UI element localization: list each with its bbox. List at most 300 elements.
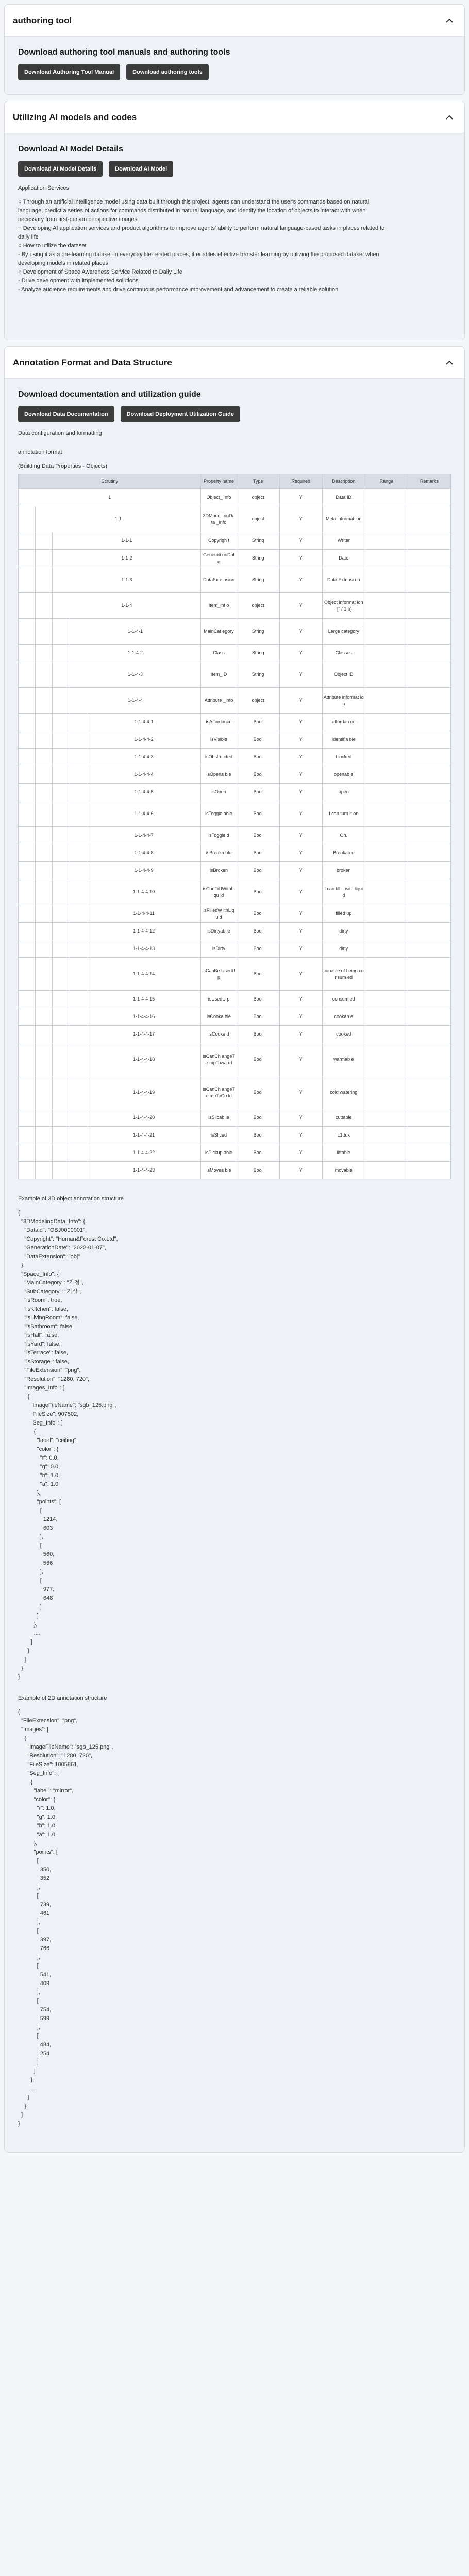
table-row — [19, 645, 451, 662]
indent-cell — [36, 827, 53, 844]
cell-type: object — [237, 688, 279, 714]
indent-cell — [70, 784, 87, 801]
cell-required: Y — [279, 714, 322, 731]
indent-cell — [36, 923, 53, 940]
table-body — [19, 489, 451, 1179]
cell-type: Bool — [237, 827, 279, 844]
cell-remarks — [408, 958, 450, 991]
cell-property-name: Object_i nfo — [201, 489, 237, 506]
table-row — [19, 844, 451, 862]
indent-cell — [53, 731, 70, 749]
cell-property-name: isUsedU p — [201, 991, 237, 1008]
cell-range — [365, 489, 408, 506]
cell-description: blocked — [322, 749, 365, 766]
indent-cell — [36, 844, 53, 862]
cell-type: Bool — [237, 862, 279, 879]
section-title: authoring tool — [13, 15, 72, 25]
indent-cell — [70, 923, 87, 940]
cell-scrutiny: 1-1-4-4-3 — [87, 749, 201, 766]
indent-cell — [36, 714, 53, 731]
table-row — [19, 688, 451, 714]
cell-range — [365, 1127, 408, 1144]
cell-property-name: isSliced — [201, 1127, 237, 1144]
cell-remarks — [408, 714, 450, 731]
table-row — [19, 489, 451, 506]
cell-description: capable of being consum ed — [322, 958, 365, 991]
cell-property-name: isPickup able — [201, 1144, 237, 1162]
table-row — [19, 532, 451, 550]
table-row — [19, 1026, 451, 1043]
cell-required: Y — [279, 506, 322, 532]
cell-scrutiny: 1-1-4-1 — [70, 619, 201, 645]
cell-scrutiny: 1-1-4-4-19 — [87, 1076, 201, 1109]
cell-description: Object ID — [322, 662, 365, 688]
indent-cell — [70, 1076, 87, 1109]
download-docs-button[interactable]: Download Data Documentation — [18, 406, 114, 422]
header-description: Description — [322, 474, 365, 489]
indent-cell — [70, 1109, 87, 1127]
cell-property-name: isObstru cted — [201, 749, 237, 766]
cell-description: liftable — [322, 1144, 365, 1162]
cell-type: Bool — [237, 766, 279, 784]
indent-cell — [53, 1076, 70, 1109]
cell-type: Bool — [237, 714, 279, 731]
cell-scrutiny: 1-1-4-4-2 — [87, 731, 201, 749]
header-range: Range — [365, 474, 408, 489]
properties-table — [18, 474, 451, 1179]
indent-cell — [53, 784, 70, 801]
cell-scrutiny: 1 — [19, 489, 201, 506]
indent-cell — [36, 550, 53, 567]
cell-required: Y — [279, 662, 322, 688]
cell-description: broken — [322, 862, 365, 879]
cell-description: Large category — [322, 619, 365, 645]
cell-remarks — [408, 827, 450, 844]
indent-cell — [36, 567, 53, 593]
cell-property-name: isCooka ble — [201, 1008, 237, 1026]
cell-property-name: isDirtyab le — [201, 923, 237, 940]
cell-type: Bool — [237, 1144, 279, 1162]
cell-description: Writer — [322, 532, 365, 550]
cell-required: Y — [279, 1162, 322, 1179]
cell-scrutiny: 1-1-4-4-1 — [87, 714, 201, 731]
cell-range — [365, 1076, 408, 1109]
cell-description: affordan ce — [322, 714, 365, 731]
cell-remarks — [408, 784, 450, 801]
cell-description: Date — [322, 550, 365, 567]
header-required: Required — [279, 474, 322, 489]
cell-remarks — [408, 801, 450, 827]
annotation-heading: Download documentation and utilization guide — [18, 390, 201, 399]
table-row — [19, 506, 451, 532]
indent-cell — [53, 958, 70, 991]
indent-cell — [19, 662, 36, 688]
cell-range — [365, 862, 408, 879]
cell-property-name: Item_ID — [201, 662, 237, 688]
indent-cell — [36, 662, 53, 688]
cell-description: cookab e — [322, 1008, 365, 1026]
cell-remarks — [408, 1076, 450, 1109]
application-services-label: Application Services — [18, 185, 70, 191]
cell-scrutiny: 1-1-4-4-16 — [87, 1008, 201, 1026]
cell-range — [365, 567, 408, 593]
indent-cell — [36, 1008, 53, 1026]
cell-required: Y — [279, 784, 322, 801]
cell-range — [365, 923, 408, 940]
cell-remarks — [408, 749, 450, 766]
indent-cell — [70, 1144, 87, 1162]
indent-cell — [70, 827, 87, 844]
cell-property-name: Generati onDate — [201, 550, 237, 567]
cell-required: Y — [279, 923, 322, 940]
indent-cell — [19, 801, 36, 827]
cell-range — [365, 506, 408, 532]
cell-description: L1ttuk — [322, 1127, 365, 1144]
indent-cell — [36, 1127, 53, 1144]
indent-cell — [36, 784, 53, 801]
annotation-section — [4, 346, 465, 2153]
cell-type: Bool — [237, 1127, 279, 1144]
example-3d-label: Example of 3D object annotation structure — [18, 1196, 124, 1202]
indent-cell — [19, 1043, 36, 1076]
cell-remarks — [408, 1043, 450, 1076]
cell-required: Y — [279, 749, 322, 766]
cell-remarks — [408, 1026, 450, 1043]
ai-models-header[interactable] — [5, 101, 464, 133]
cell-required: Y — [279, 844, 322, 862]
cell-range — [365, 940, 408, 958]
cell-description: Meta informat ion — [322, 506, 365, 532]
indent-cell — [36, 645, 53, 662]
example-2d — [18, 1694, 453, 2128]
indent-cell — [36, 532, 53, 550]
cell-type: object — [237, 489, 279, 506]
cell-type: Bool — [237, 1109, 279, 1127]
indent-cell — [36, 1026, 53, 1043]
indent-cell — [36, 862, 53, 879]
cell-type: String — [237, 662, 279, 688]
cell-required: Y — [279, 958, 322, 991]
table-row — [19, 958, 451, 991]
cell-description: cuttable — [322, 1109, 365, 1127]
cell-required: Y — [279, 1043, 322, 1076]
ai-line: ○ Development of Space Awareness Service Related to Daily Life — [18, 269, 182, 275]
table-row — [19, 662, 451, 688]
cell-required: Y — [279, 879, 322, 905]
cell-remarks — [408, 905, 450, 923]
cell-description: Breakab e — [322, 844, 365, 862]
cell-required: Y — [279, 827, 322, 844]
cell-type: String — [237, 532, 279, 550]
cell-range — [365, 550, 408, 567]
indent-cell — [19, 550, 36, 567]
authoring-tool-header[interactable] — [5, 5, 464, 37]
table-row — [19, 567, 451, 593]
cell-remarks — [408, 550, 450, 567]
ai-heading: Download AI Model Details — [18, 145, 123, 154]
cell-range — [365, 801, 408, 827]
indent-cell — [53, 662, 70, 688]
cell-type: object — [237, 593, 279, 619]
cell-description: Data Extensi on — [322, 567, 365, 593]
cell-range — [365, 784, 408, 801]
download-tools-button[interactable]: Download authoring tools — [126, 64, 209, 80]
section-title: Utilizing AI models and codes — [13, 112, 137, 122]
indent-cell — [53, 1144, 70, 1162]
cell-property-name: isCooke d — [201, 1026, 237, 1043]
cell-type: Bool — [237, 923, 279, 940]
ai-line: - By using it as a pre-learning dataset in everyday life-related places, it enables effective transfer learning by utilizing the proposed dataset when — [18, 251, 379, 258]
header-type: Type — [237, 474, 279, 489]
cell-description: dirty — [322, 923, 365, 940]
cell-required: Y — [279, 550, 322, 567]
indent-cell — [19, 688, 36, 714]
indent-cell — [36, 593, 53, 619]
download-guide-button[interactable]: Download Deployment Utilization Guide — [121, 406, 240, 422]
download-ai-details-button[interactable]: Download AI Model Details — [18, 161, 103, 177]
cell-property-name: isCanFil lWithLiqu id — [201, 879, 237, 905]
cell-remarks — [408, 731, 450, 749]
cell-range — [365, 1008, 408, 1026]
indent-cell — [36, 958, 53, 991]
cell-scrutiny: 1-1-4-4-15 — [87, 991, 201, 1008]
cell-property-name: isBroken — [201, 862, 237, 879]
cell-required: Y — [279, 489, 322, 506]
indent-cell — [70, 731, 87, 749]
cell-range — [365, 1109, 408, 1127]
cell-property-name: Attribute _info — [201, 688, 237, 714]
indent-cell — [53, 688, 70, 714]
cell-property-name: MainCat egory — [201, 619, 237, 645]
example-3d-code: { "3DModelingData_Info": { "Dataid": "OBJ0000001", "Copyright": "Human&Forest Co.Ltd", "GenerationDate": "2022-01-07", "DataExtension": "obj" }, "Space_Info": { "MainCategory": "가정", "SubCategory": "거실", "isRoom": true, "isKitchen": false, "isLivingRoom": false, "isBathroom": false, "isHall": false, "isYard": false, "isTerrace": false, "isStorage": false, "FileExtension": "png", "Resolution": "1280, 720", "Images_Info": [ { "ImageFileName": "sgb_125.png", "FileSize": 907502, "Seg_Info": [ { "label": "ceiling", "color": { "r": 0.0, "g": 0.0, "b": 1.0, "a": 1.0 }, "points": [ [ 1214, 603 ], [ 560, 566 ], [ 977, 648 ] ] }, .... ] } ] } } — [18, 1210, 118, 1680]
cell-type: Bool — [237, 1076, 279, 1109]
cell-range — [365, 662, 408, 688]
cell-remarks — [408, 1127, 450, 1144]
cell-range — [365, 844, 408, 862]
ai-models-body — [5, 133, 464, 340]
cell-property-name: Item_inf o — [201, 593, 237, 619]
cell-property-name: isToggle able — [201, 801, 237, 827]
ai-line: necessary from first-person perspective images — [18, 216, 138, 223]
indent-cell — [70, 862, 87, 879]
cell-type: Bool — [237, 905, 279, 923]
table-row — [19, 593, 451, 619]
cell-range — [365, 1144, 408, 1162]
cell-description: open — [322, 784, 365, 801]
ai-line: developing models in related places — [18, 260, 108, 266]
cell-scrutiny: 1-1-4-2 — [70, 645, 201, 662]
ai-line: - Drive development with implemented solutions — [18, 278, 139, 284]
example-2d-label: Example of 2D annotation structure — [18, 1695, 107, 1701]
cell-scrutiny: 1-1-4-4-5 — [87, 784, 201, 801]
cell-range — [365, 905, 408, 923]
indent-cell — [36, 749, 53, 766]
cell-range — [365, 714, 408, 731]
cell-scrutiny: 1-1-4-4-20 — [87, 1109, 201, 1127]
cell-description: warmab e — [322, 1043, 365, 1076]
cell-range — [365, 593, 408, 619]
cell-property-name: isAffordance — [201, 714, 237, 731]
ai-line: ○ How to utilize the dataset — [18, 243, 87, 249]
indent-cell — [53, 1026, 70, 1043]
cell-range — [365, 645, 408, 662]
indent-cell — [19, 731, 36, 749]
cell-scrutiny: 1-1-1 — [53, 532, 201, 550]
cell-property-name: DataExte nsion — [201, 567, 237, 593]
indent-cell — [70, 1162, 87, 1179]
cell-type: String — [237, 619, 279, 645]
cell-scrutiny: 1-1-4-4 — [70, 688, 201, 714]
cell-property-name: isCanCh angeTe mpTowa rd — [201, 1043, 237, 1076]
indent-cell — [70, 714, 87, 731]
cell-description: Classes — [322, 645, 365, 662]
cell-required: Y — [279, 688, 322, 714]
indent-cell — [53, 844, 70, 862]
cell-remarks — [408, 688, 450, 714]
indent-cell — [36, 1162, 53, 1179]
table-row — [19, 749, 451, 766]
cell-range — [365, 991, 408, 1008]
authoring-tool-body — [5, 37, 464, 94]
table-row — [19, 766, 451, 784]
indent-cell — [19, 766, 36, 784]
cell-required: Y — [279, 593, 322, 619]
cell-scrutiny: 1-1-4-4-9 — [87, 862, 201, 879]
indent-cell — [19, 1144, 36, 1162]
cell-property-name: isMovea ble — [201, 1162, 237, 1179]
indent-cell — [53, 862, 70, 879]
indent-cell — [19, 1008, 36, 1026]
indent-cell — [19, 1162, 36, 1179]
cell-property-name: isOpena ble — [201, 766, 237, 784]
cell-property-name: 3DModeli ngData _info — [201, 506, 237, 532]
table-row — [19, 991, 451, 1008]
indent-cell — [70, 958, 87, 991]
cell-description: I can turn it on — [322, 801, 365, 827]
cell-remarks — [408, 1144, 450, 1162]
table-row — [19, 550, 451, 567]
cell-type: Bool — [237, 1026, 279, 1043]
indent-cell — [36, 991, 53, 1008]
indent-cell — [19, 784, 36, 801]
cell-type: Bool — [237, 1162, 279, 1179]
cell-scrutiny: 1-1-4-4-12 — [87, 923, 201, 940]
chevron-up-icon[interactable] — [444, 357, 455, 368]
indent-cell — [19, 879, 36, 905]
cell-scrutiny: 1-1-4-3 — [70, 662, 201, 688]
indent-cell — [36, 1043, 53, 1076]
indent-cell — [53, 827, 70, 844]
cell-property-name: isDirty — [201, 940, 237, 958]
table-row — [19, 879, 451, 905]
cell-type: String — [237, 645, 279, 662]
indent-cell — [70, 1026, 87, 1043]
cell-range — [365, 1026, 408, 1043]
table-row — [19, 801, 451, 827]
indent-cell — [53, 619, 70, 645]
cell-required: Y — [279, 532, 322, 550]
download-manual-button[interactable]: Download Authoring Tool Manual — [18, 64, 120, 80]
indent-cell — [70, 1008, 87, 1026]
indent-cell — [53, 749, 70, 766]
indent-cell — [70, 766, 87, 784]
cell-description: On. — [322, 827, 365, 844]
chevron-up-icon[interactable] — [444, 112, 455, 123]
ai-line: - Analyze audience requirements and drive continuous performance improvement and advancement to create a reliable solution — [18, 286, 339, 293]
cell-remarks — [408, 766, 450, 784]
table-row — [19, 1076, 451, 1109]
cell-property-name: isToggle d — [201, 827, 237, 844]
indent-cell — [19, 1109, 36, 1127]
cell-remarks — [408, 489, 450, 506]
cell-description: cooked — [322, 1026, 365, 1043]
indent-cell — [53, 645, 70, 662]
cell-remarks — [408, 593, 450, 619]
indent-cell — [70, 844, 87, 862]
indent-cell — [36, 766, 53, 784]
ai-models-section — [4, 101, 465, 340]
cell-required: Y — [279, 567, 322, 593]
cell-required: Y — [279, 645, 322, 662]
cell-range — [365, 749, 408, 766]
annotation-header[interactable] — [5, 347, 464, 379]
table-row — [19, 905, 451, 923]
cell-remarks — [408, 844, 450, 862]
indent-cell — [19, 905, 36, 923]
table-row — [19, 731, 451, 749]
cell-description: cold watering — [322, 1076, 365, 1109]
indent-cell — [19, 593, 36, 619]
cell-scrutiny: 1-1-4-4-10 — [87, 879, 201, 905]
cell-type: Bool — [237, 731, 279, 749]
cell-remarks — [408, 1109, 450, 1127]
indent-cell — [53, 923, 70, 940]
authoring-heading: Download authoring tool manuals and authoring tools — [18, 48, 230, 57]
cell-type: object — [237, 506, 279, 532]
table-row — [19, 1109, 451, 1127]
cell-description: movable — [322, 1162, 365, 1179]
indent-cell — [36, 801, 53, 827]
cell-required: Y — [279, 1144, 322, 1162]
cell-description: consum ed — [322, 991, 365, 1008]
authoring-tool-section — [4, 4, 465, 95]
cell-remarks — [408, 645, 450, 662]
annotation-body — [5, 379, 464, 2152]
table-row — [19, 1127, 451, 1144]
cell-required: Y — [279, 905, 322, 923]
cell-required: Y — [279, 1076, 322, 1109]
cell-remarks — [408, 619, 450, 645]
cell-scrutiny: 1-1-4-4-11 — [87, 905, 201, 923]
indent-cell — [70, 940, 87, 958]
indent-cell — [19, 862, 36, 879]
cell-remarks — [408, 862, 450, 879]
cell-description: dirty — [322, 940, 365, 958]
cell-description: Attribute informat ion — [322, 688, 365, 714]
chevron-up-icon[interactable] — [444, 15, 455, 26]
cell-type: Bool — [237, 784, 279, 801]
cell-required: Y — [279, 1109, 322, 1127]
download-ai-model-button[interactable]: Download AI Model — [109, 161, 173, 177]
cell-range — [365, 619, 408, 645]
cell-type: Bool — [237, 1008, 279, 1026]
cell-required: Y — [279, 1008, 322, 1026]
table-row — [19, 1008, 451, 1026]
cell-required: Y — [279, 619, 322, 645]
cell-scrutiny: 1-1 — [36, 506, 201, 532]
cell-type: Bool — [237, 991, 279, 1008]
indent-cell — [53, 1043, 70, 1076]
